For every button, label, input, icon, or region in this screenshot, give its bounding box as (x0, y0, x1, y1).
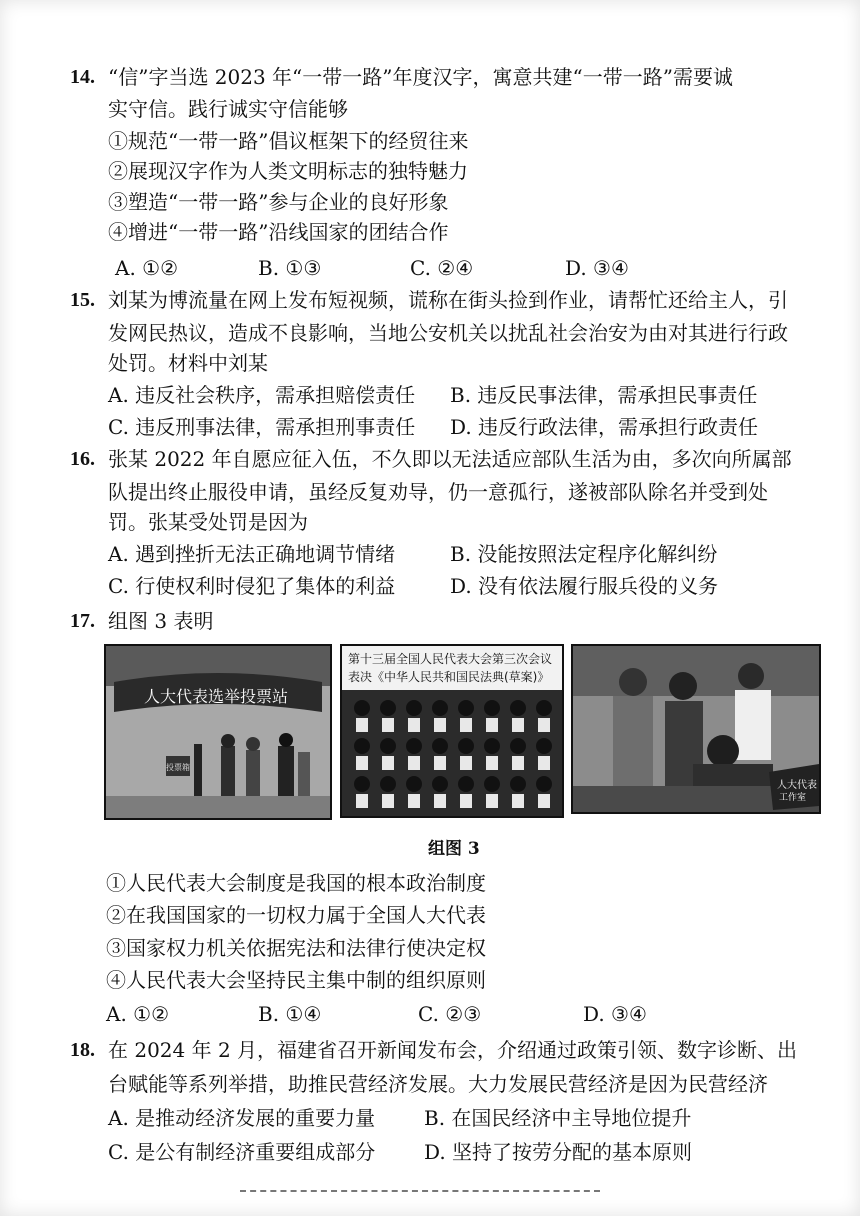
photo-npc-session (340, 644, 564, 818)
q16-option-d: D. 没有依法履行服兵役的义务 (450, 574, 719, 598)
q16-stem-line3: 罚。张某受处罚是因为 (108, 510, 308, 534)
q17-stem: 组图 3 表明 (108, 609, 214, 633)
q15-option-d: D. 违反行政法律，需承担行政责任 (450, 415, 759, 439)
q14-number: 14. (70, 66, 95, 88)
q14-item-4: ④增进“一带一路”沿线国家的团结合作 (108, 220, 449, 244)
q17-number: 17. (70, 610, 95, 632)
q16-option-b: B. 没能按照法定程序化解纠纷 (450, 542, 718, 566)
q14-item-1: ①规范“一带一路”倡议框架下的经贸往来 (108, 129, 469, 153)
q18-option-d: D. 坚持了按劳分配的基本原则 (424, 1140, 693, 1164)
q15-option-a: A. 违反社会秩序，需承担赔偿责任 (108, 383, 416, 407)
q17-option-c: C. ②③ (418, 1002, 482, 1026)
q15-stem-line1: 刘某为博流量在网上发布短视频，谎称在街头捡到作业，请帮忙还给主人，引 (108, 288, 788, 312)
q14-option-a: A. ①② (115, 256, 179, 280)
q16-option-a: A. 遇到挫折无法正确地调节情绪 (108, 542, 396, 566)
q14-option-c: C. ②④ (410, 256, 474, 280)
polling-station-sign: 人大代表选举投票站 (144, 687, 289, 706)
q17-item-4: ④人民代表大会坚持民主集中制的组织原则 (106, 968, 486, 992)
q15-option-b: B. 违反民事法律，需承担民事责任 (450, 383, 758, 407)
q17-option-d: D. ③④ (583, 1002, 647, 1026)
figure-caption: 组图 3 (428, 839, 480, 859)
q15-stem-line2: 发网民热议，造成不良影响，当地公安机关以扰乱社会治安为由对其进行行政 (108, 321, 788, 345)
q17-option-a: A. ①② (106, 1002, 170, 1026)
q17-option-b: B. ①④ (258, 1002, 322, 1026)
office-sign-line2: 工作室 (779, 793, 807, 803)
office-sign-line1: 人大代表 (777, 780, 817, 791)
q18-stem-line2: 台赋能等系列举措，助推民营经济发展。大力发展民营经济是因为民营经济 (108, 1072, 768, 1096)
ballot-box-label: 投票箱 (166, 763, 190, 772)
q17-item-1: ①人民代表大会制度是我国的根本政治制度 (106, 871, 486, 895)
photo-representative-office (571, 644, 821, 814)
q16-stem-line1: 张某 2022 年自愿应征入伍，不久即以无法适应部队生活为由，多次向所属部 (108, 447, 792, 471)
q18-stem-line1: 在 2024 年 2 月，福建省召开新闻发布会，介绍通过政策引领、数字诊断、出 (108, 1038, 798, 1062)
q16-stem-line2: 队提出终止服役申请，虽经反复劝导，仍一意孤行，遂被部队除名并受到处 (108, 480, 768, 504)
q15-number: 15. (70, 289, 95, 311)
q14-stem-line1: “信”字当选 2023 年“一带一路”年度汉字，寓意共建“一带一路”需要诚 (108, 65, 733, 89)
q18-option-b: B. 在国民经济中主导地位提升 (424, 1106, 692, 1130)
q15-option-c: C. 违反刑事法律，需承担刑事责任 (108, 415, 416, 439)
photo-polling-station (104, 644, 332, 820)
q18-option-c: C. 是公有制经济重要组成部分 (108, 1140, 376, 1164)
q14-item-3: ③塑造“一带一路”参与企业的良好形象 (108, 190, 449, 214)
q17-item-3: ③国家权力机关依据宪法和法律行使决定权 (106, 936, 486, 960)
q16-option-c: C. 行使权利时侵犯了集体的利益 (108, 574, 396, 598)
q16-number: 16. (70, 448, 95, 470)
page-footer-cutoff (240, 1190, 600, 1200)
q14-stem-line2: 实守信。践行诚实守信能够 (108, 97, 348, 121)
npc-banner-line2: 表决《中华人民共和国民法典(草案)》 (348, 670, 550, 684)
q14-option-d: D. ③④ (565, 256, 629, 280)
q18-option-a: A. 是推动经济发展的重要力量 (108, 1106, 376, 1130)
npc-banner-line1: 第十三届全国人民代表大会第三次会议 (348, 652, 553, 666)
q18-number: 18. (70, 1039, 95, 1061)
q17-item-2: ②在我国国家的一切权力属于全国人大代表 (106, 903, 486, 927)
q14-option-b: B. ①③ (258, 256, 322, 280)
q15-stem-line3: 处罚。材料中刘某 (108, 351, 268, 375)
q14-item-2: ②展现汉字作为人类文明标志的独特魅力 (108, 159, 468, 183)
